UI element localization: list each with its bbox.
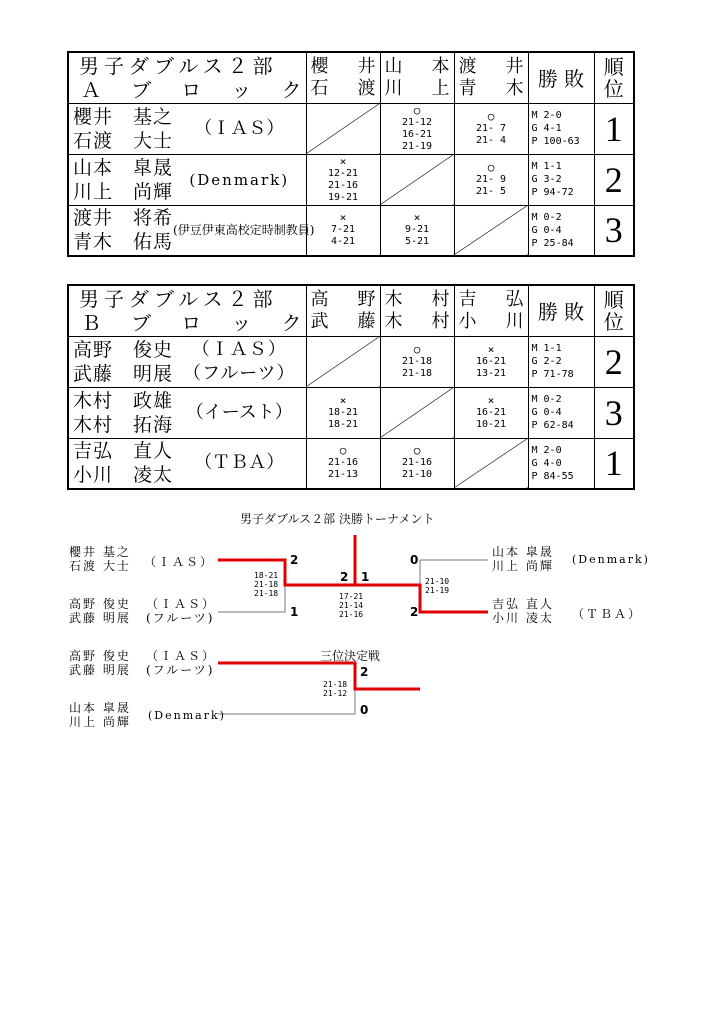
- rank-header: 順位: [594, 52, 634, 103]
- game-record: G 3-2: [531, 174, 562, 185]
- block-b-table: [67, 284, 635, 490]
- team-name: （ＩＡＳ）: [191, 338, 287, 360]
- game-score: 5-21: [404, 236, 430, 248]
- game-score: 12-21: [327, 167, 359, 179]
- sf1-score-bottom: 1: [290, 605, 299, 619]
- result-mark: ○: [413, 103, 421, 117]
- game-record: G 4-0: [531, 457, 562, 469]
- game-score: 21-10: [401, 469, 433, 481]
- player-name: 山本 皐晟: [69, 701, 131, 715]
- team-name: （ＴＢＡ）: [194, 452, 285, 474]
- game-score: 10-21: [475, 418, 507, 430]
- game-score: 16-21: [475, 355, 507, 367]
- block-a-title-char: ッ: [231, 77, 252, 102]
- opp-char: 上: [431, 77, 450, 99]
- opponent-header: [380, 52, 454, 103]
- point-record: P 100-63: [531, 136, 580, 147]
- sf1-score-top: 2: [290, 553, 299, 567]
- opponent-header: [306, 52, 380, 103]
- player-name: 木村 拓海: [73, 413, 174, 436]
- table-row: [68, 336, 634, 387]
- player-name: 川上 尚輝: [73, 180, 174, 203]
- score-cell: [306, 154, 380, 205]
- bracket-player-3: [492, 545, 554, 573]
- game-record: G 2-2: [531, 356, 562, 367]
- result-mark: ○: [339, 444, 347, 458]
- game-record: G 0-4: [531, 224, 562, 236]
- opp-char: 藤: [357, 310, 376, 332]
- rank-cell: 3: [594, 387, 634, 438]
- opp-char: 渡: [357, 77, 376, 99]
- table-row: [68, 205, 634, 256]
- game-score: 21- 5: [475, 185, 507, 197]
- player-name: 川上 尚輝: [69, 715, 131, 729]
- game-score: 21- 9: [475, 173, 507, 185]
- player-name: 石渡 大士: [73, 129, 174, 152]
- game-score: 21-18: [323, 680, 348, 689]
- player-name: 石渡 大士: [69, 559, 131, 573]
- record-cell: [528, 387, 594, 438]
- diagonal-cell: [306, 336, 380, 387]
- opp-char: 青: [458, 77, 477, 99]
- player-name: 武藤 明展: [69, 611, 131, 625]
- point-record: P 84-55: [531, 470, 574, 482]
- rank-cell: 1: [594, 103, 634, 154]
- match-record: M 0-2: [531, 211, 562, 223]
- player-name: 小川 凌太: [492, 611, 554, 625]
- game-score: 18-21: [327, 406, 359, 418]
- result-mark: ○: [487, 109, 495, 123]
- team-name: (フルーツ): [146, 611, 215, 625]
- rank-cell: 2: [594, 336, 634, 387]
- block-a-title-char: ロ: [181, 77, 202, 102]
- opponent-header: [454, 285, 528, 336]
- score-cell: [454, 387, 528, 438]
- sf2-score-bottom: 2: [410, 605, 419, 619]
- block-b-title-line1: 男子ダブルス２部: [79, 286, 278, 311]
- opp-char: 木: [505, 77, 524, 99]
- bracket-team: （ＴＢＡ）: [572, 607, 643, 621]
- team-name: （ＩＡＳ）: [194, 117, 285, 139]
- sf1-game-scores: [254, 571, 278, 598]
- player-name: 山本 皐晟: [73, 156, 174, 179]
- bracket-team: [146, 597, 216, 625]
- point-record: P 94-72: [531, 187, 574, 198]
- opp-char: 本: [431, 55, 450, 77]
- table-row: [68, 103, 634, 154]
- opp-char: 野: [357, 288, 376, 310]
- match-record: M 2-0: [531, 110, 562, 121]
- match-record: M 0-2: [531, 394, 562, 405]
- point-record: P 71-78: [531, 369, 574, 380]
- game-score: 21-13: [327, 469, 359, 481]
- game-record: G 0-4: [531, 407, 562, 418]
- player-name: 高野 俊史: [73, 338, 174, 361]
- block-a-title-line1: 男子ダブルス２部: [79, 53, 278, 78]
- bracket-team: （ＩＡＳ）: [144, 555, 215, 569]
- game-score: 7-21: [330, 224, 356, 236]
- game-score: 17-21: [339, 592, 364, 601]
- score-cell: [454, 154, 528, 205]
- game-score: 21-18: [401, 367, 433, 379]
- game-score: 21-18: [401, 355, 433, 367]
- bracket-player-1: [69, 545, 131, 573]
- game-score: 21-16: [339, 610, 364, 619]
- score-cell: [306, 387, 380, 438]
- opp-char: 川: [384, 77, 403, 99]
- score-cell: [380, 438, 454, 489]
- record-cell: [528, 336, 594, 387]
- rank-header: 順位: [594, 285, 634, 336]
- opp-char: 山: [384, 55, 403, 77]
- block-b-title-char: ロ: [181, 310, 202, 335]
- record-cell: [528, 154, 594, 205]
- game-score: 21-16: [327, 457, 359, 469]
- team-name: (Denmark): [189, 170, 290, 189]
- diagonal-cell: [454, 438, 528, 489]
- opp-char: 櫻: [310, 55, 329, 77]
- result-mark: ×: [339, 211, 347, 225]
- rank-cell: 2: [594, 154, 634, 205]
- result-mark: ×: [413, 211, 421, 225]
- opp-char: 小: [458, 310, 477, 332]
- team-name: （ＩＡＳ）: [146, 649, 217, 663]
- sf2-game-scores: [425, 577, 449, 595]
- player-name: 木村 政雄: [73, 389, 174, 412]
- bracket-player-5: [69, 649, 131, 677]
- third-game-scores: [323, 680, 347, 698]
- block-a-title-char: ク: [281, 77, 302, 102]
- score-cell: [306, 438, 380, 489]
- game-score: 21-18: [254, 589, 279, 598]
- record-cell: [528, 103, 594, 154]
- team-name: （イースト）: [185, 401, 293, 423]
- game-score: 19-21: [327, 191, 359, 203]
- table-row: [68, 438, 634, 489]
- opp-char: 高: [310, 288, 329, 310]
- result-mark: ○: [413, 342, 421, 356]
- opp-char: 木: [384, 288, 403, 310]
- opponent-header: [380, 285, 454, 336]
- player-name: 吉弘 直人: [73, 440, 174, 463]
- opponent-header: [454, 52, 528, 103]
- game-score: 21-12: [401, 116, 433, 128]
- bracket-title: 男子ダブルス２部 決勝トーナメント: [240, 512, 435, 526]
- diagonal-cell: [454, 205, 528, 256]
- player-name: 川上 尚輝: [492, 559, 554, 573]
- diagonal-cell: [380, 387, 454, 438]
- third-score-bottom: 0: [360, 703, 369, 717]
- game-score: 18-21: [254, 571, 279, 580]
- bracket-player-6: [69, 701, 131, 729]
- game-record: G 4-1: [531, 123, 562, 134]
- player-name: 高野 俊史: [69, 649, 131, 663]
- game-score: 16-21: [401, 128, 433, 140]
- result-mark: ○: [413, 444, 421, 458]
- rank-cell: 1: [594, 438, 634, 489]
- game-score: 21-14: [339, 601, 364, 610]
- bracket-team: (Denmark): [148, 709, 226, 722]
- player-name: 小川 凌太: [73, 464, 174, 487]
- opp-char: 武: [310, 310, 329, 332]
- block-b-title-char: ク: [281, 310, 302, 335]
- team-name: （ＩＡＳ）: [146, 597, 217, 611]
- game-score: 13-21: [475, 367, 507, 379]
- game-score: 16-21: [475, 406, 507, 418]
- table-row: [68, 387, 634, 438]
- win-loss-header: 勝 敗: [528, 285, 594, 336]
- bracket-player-4: [492, 597, 554, 625]
- record-cell: [528, 438, 594, 489]
- team-name: (伊豆伊東高校定時制教員): [173, 223, 315, 238]
- team-name: （フルーツ）: [182, 362, 296, 384]
- block-b-title-char: ブ: [131, 310, 152, 335]
- player-name: 青木 佑馬: [73, 231, 174, 254]
- game-score: 21- 4: [475, 134, 507, 146]
- table-row: [68, 154, 634, 205]
- opp-char: 吉: [458, 288, 477, 310]
- score-cell: [380, 103, 454, 154]
- block-b-letter: Ｂ: [81, 310, 101, 335]
- result-mark: ×: [339, 393, 347, 407]
- match-record: M 1-1: [531, 161, 562, 172]
- game-score: 21-16: [327, 179, 359, 191]
- score-cell: [380, 336, 454, 387]
- result-mark: ×: [339, 154, 347, 168]
- match-record: M 2-0: [531, 444, 562, 456]
- diagonal-cell: [306, 103, 380, 154]
- player-name: 渡井 将希: [73, 207, 174, 230]
- opponent-header: [306, 285, 380, 336]
- win-loss-header: 勝 敗: [528, 52, 594, 103]
- match-record: M 1-1: [531, 343, 562, 354]
- opp-char: 村: [431, 288, 450, 310]
- player-name: 山本 皐晟: [492, 545, 554, 559]
- player-name: 武藤 明展: [73, 362, 174, 385]
- bracket-team: [146, 649, 216, 677]
- point-record: P 62-84: [531, 420, 574, 431]
- player-name: 武藤 明展: [69, 663, 131, 677]
- block-a-title: [68, 52, 306, 103]
- block-a-table: [67, 51, 635, 257]
- score-cell: [454, 336, 528, 387]
- block-b-title: [68, 285, 306, 336]
- record-cell: [528, 205, 594, 256]
- block-a-letter: Ａ: [81, 77, 101, 102]
- block-b-title-char: ッ: [231, 310, 252, 335]
- game-score: 21-12: [323, 689, 348, 698]
- result-mark: ○: [487, 160, 495, 174]
- player-name: 高野 俊史: [69, 597, 131, 611]
- score-cell: [454, 103, 528, 154]
- opp-char: 弘: [505, 288, 524, 310]
- final-game-scores: [339, 592, 363, 619]
- game-score: 21-19: [401, 140, 433, 152]
- point-record: P 25-84: [531, 237, 574, 249]
- bracket-player-2: [69, 597, 131, 625]
- sf2-score-top: 0: [410, 553, 419, 567]
- result-mark: ×: [487, 342, 495, 356]
- bracket-team: (Denmark): [572, 553, 650, 566]
- player-name: 吉弘 直人: [492, 597, 554, 611]
- game-score: 21-19: [425, 586, 450, 595]
- opp-char: 石: [310, 77, 329, 99]
- game-score: 21- 7: [475, 122, 507, 134]
- game-score: 4-21: [330, 236, 356, 248]
- opp-char: 村: [431, 310, 450, 332]
- third-score-top: 2: [360, 665, 369, 679]
- game-score: 21-16: [401, 457, 433, 469]
- score-cell: [306, 205, 380, 256]
- game-score: 18-21: [327, 418, 359, 430]
- opp-char: 井: [505, 55, 524, 77]
- diagonal-cell: [380, 154, 454, 205]
- score-cell: [380, 205, 454, 256]
- game-score: 21-10: [425, 577, 450, 586]
- opp-char: 川: [505, 310, 524, 332]
- player-name: 櫻井 基之: [73, 105, 174, 128]
- opp-char: 木: [384, 310, 403, 332]
- rank-cell: 3: [594, 205, 634, 256]
- team-name: (フルーツ): [146, 663, 215, 677]
- opp-char: 井: [357, 55, 376, 77]
- block-a-title-char: ブ: [131, 77, 152, 102]
- player-name: 櫻井 基之: [69, 545, 131, 559]
- result-mark: ×: [487, 393, 495, 407]
- final-score-right: 1: [361, 570, 370, 584]
- game-score: 21-18: [254, 580, 279, 589]
- opp-char: 渡: [458, 55, 477, 77]
- game-score: 9-21: [404, 224, 430, 236]
- third-place-title: 三位決定戦: [320, 649, 381, 663]
- final-score-left: 2: [340, 570, 349, 584]
